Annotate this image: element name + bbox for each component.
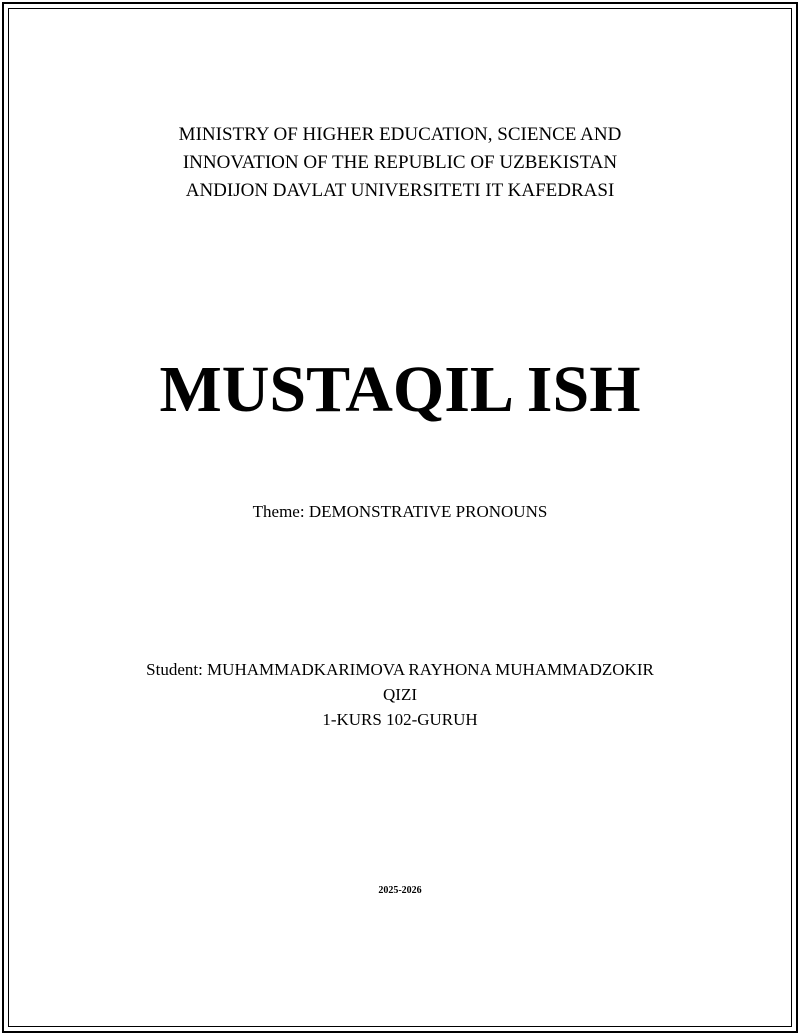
header-line-2: INNOVATION OF THE REPUBLIC OF UZBEKISTAN [182, 152, 618, 173]
header-line-3: ANDIJON DAVLAT UNIVERSITETI IT KAFEDRASI [185, 180, 615, 201]
student-name-line-2: QIZI [383, 685, 417, 704]
student-group: 1-KURS 102-GURUH [322, 710, 478, 729]
theme-line: Theme: DEMONSTRATIVE PRONOUNS [252, 502, 548, 521]
header-line-1: MINISTRY OF HIGHER EDUCATION, SCIENCE AND [178, 124, 622, 145]
student-info [0, 657, 800, 732]
institution-header [0, 121, 800, 205]
document-title: MUSTAQIL ISH [159, 353, 641, 426]
academic-year: 2025-2026 [378, 885, 422, 896]
student-name-line-1: Student: MUHAMMADKARIMOVA RAYHONA MUHAMMADZOKIR [146, 660, 654, 679]
